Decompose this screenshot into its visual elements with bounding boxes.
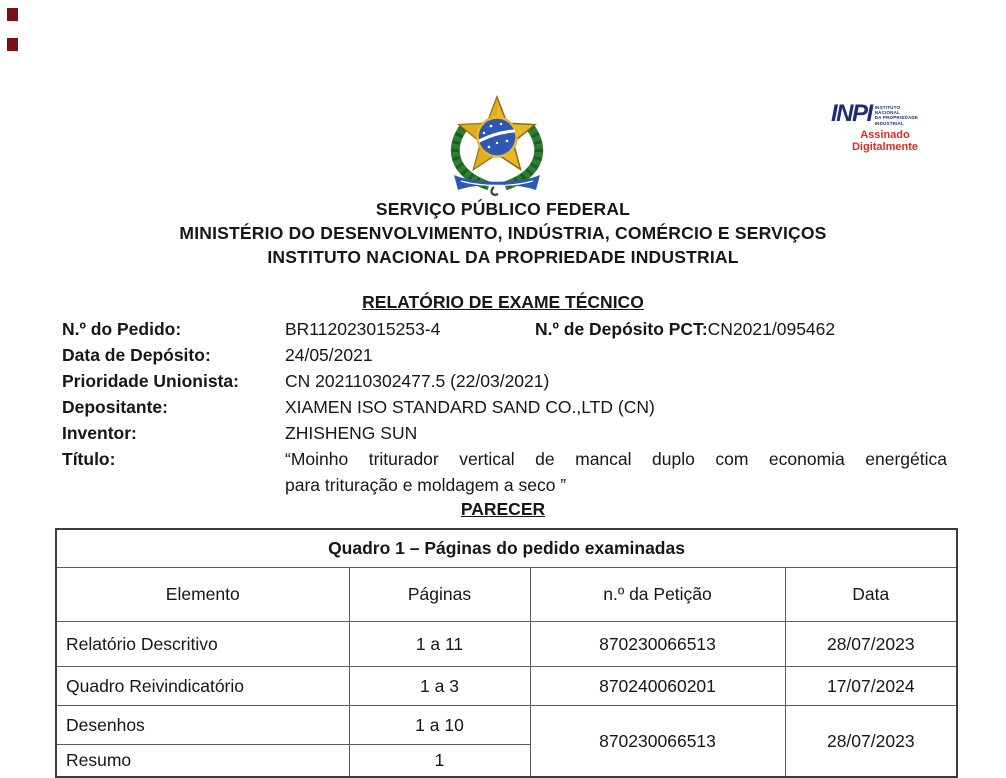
cell-elemento: Resumo bbox=[56, 745, 349, 778]
titulo-value bbox=[285, 446, 947, 498]
inventor-label: Inventor: bbox=[62, 423, 137, 443]
column-header-data: Data bbox=[785, 568, 957, 622]
prioridade-label: Prioridade Unionista: bbox=[62, 371, 239, 391]
pct-value: CN2021/095462 bbox=[707, 319, 836, 339]
cell-elemento: Relatório Descritivo bbox=[56, 622, 349, 667]
red-corner-mark bbox=[7, 38, 18, 51]
data-deposito-value: 24/05/2021 bbox=[285, 345, 373, 365]
depositante-value: XIAMEN ISO STANDARD SAND CO.,LTD (CN) bbox=[285, 397, 655, 417]
table-row bbox=[56, 706, 957, 745]
table-caption: Quadro 1 – Páginas do pedido examinadas bbox=[56, 529, 957, 568]
titulo-value-line2: para trituração e moldagem a seco ” bbox=[285, 475, 567, 495]
red-corner-mark bbox=[7, 8, 18, 21]
field-row-pedido bbox=[62, 316, 957, 342]
cell-paginas: 1 a 3 bbox=[349, 667, 530, 706]
titulo-label: Título: bbox=[62, 449, 116, 469]
cell-paginas: 1 bbox=[349, 745, 530, 778]
inpi-name-line: DA PROPRIEDADE bbox=[874, 115, 919, 121]
cell-peticao: 870230066513 bbox=[530, 622, 785, 667]
cell-peticao: 870240060201 bbox=[530, 667, 785, 706]
inpi-name-line: NACIONAL bbox=[874, 110, 901, 116]
header-line-instituto: INSTITUTO NACIONAL DA PROPRIEDADE INDUSTRIAL bbox=[267, 247, 739, 267]
cell-data: 28/07/2023 bbox=[785, 622, 957, 667]
column-header-elemento: Elemento bbox=[56, 568, 349, 622]
parecer-heading bbox=[0, 499, 1006, 520]
parecer-heading-text: PARECER bbox=[460, 499, 546, 519]
field-row-inventor bbox=[62, 420, 957, 446]
report-title-text: RELATÓRIO DE EXAME TÉCNICO bbox=[362, 292, 644, 312]
data-deposito-label: Data de Depósito: bbox=[62, 345, 211, 365]
signed-label-line: Digitalmente bbox=[851, 141, 918, 154]
table-header-row bbox=[56, 568, 957, 622]
cell-elemento: Desenhos bbox=[56, 706, 349, 745]
field-row-depositante bbox=[62, 394, 957, 420]
inpi-logo: INPI bbox=[831, 100, 872, 127]
depositante-label: Depositante: bbox=[62, 397, 168, 417]
paginas-examinadas-table bbox=[55, 528, 958, 778]
inpi-signature-block bbox=[831, 100, 951, 154]
cell-data: 17/07/2024 bbox=[785, 667, 957, 706]
inventor-value: ZHISHENG SUN bbox=[285, 423, 418, 443]
report-title bbox=[0, 292, 1006, 313]
inpi-name-line: INSTITUTO bbox=[874, 105, 901, 110]
pct-label: N.º de Depósito PCT: bbox=[535, 319, 708, 339]
cell-elemento: Quadro Reivindicatório bbox=[56, 667, 349, 706]
signed-digitally-label bbox=[841, 129, 929, 154]
inpi-institute-name bbox=[875, 105, 918, 126]
table-row bbox=[56, 667, 957, 706]
header-line-servico: SERVIÇO PÚBLICO FEDERAL bbox=[375, 199, 631, 219]
cell-data-merged: 28/07/2023 bbox=[785, 706, 957, 778]
column-header-peticao: n.º da Petição bbox=[530, 568, 785, 622]
column-header-paginas: Páginas bbox=[349, 568, 530, 622]
pedido-value: BR112023015253-4 bbox=[285, 319, 441, 339]
bibliographic-fields bbox=[62, 316, 957, 498]
government-header bbox=[0, 197, 1006, 269]
cell-paginas: 1 a 11 bbox=[349, 622, 530, 667]
signed-label-line: Assinado bbox=[860, 128, 910, 141]
prioridade-value: CN 202110302477.5 (22/03/2021) bbox=[285, 371, 550, 391]
table-row bbox=[56, 622, 957, 667]
cell-peticao-merged: 870230066513 bbox=[530, 706, 785, 778]
table-caption-row bbox=[56, 529, 957, 568]
field-row-titulo bbox=[62, 446, 957, 498]
titulo-value-line1: “Moinho triturador vertical de mancal duplo com economia energética bbox=[285, 449, 947, 469]
field-row-data-deposito bbox=[62, 342, 957, 368]
brazil-coat-of-arms-icon bbox=[437, 91, 557, 197]
cell-paginas: 1 a 10 bbox=[349, 706, 530, 745]
pedido-label: N.º do Pedido: bbox=[62, 319, 182, 339]
header-line-ministerio: MINISTÉRIO DO DESENVOLVIMENTO, INDÚSTRIA, COMÉRCIO E SERVIÇOS bbox=[179, 223, 827, 243]
inpi-name-line: INDUSTRIAL bbox=[874, 120, 904, 126]
field-row-prioridade bbox=[62, 368, 957, 394]
